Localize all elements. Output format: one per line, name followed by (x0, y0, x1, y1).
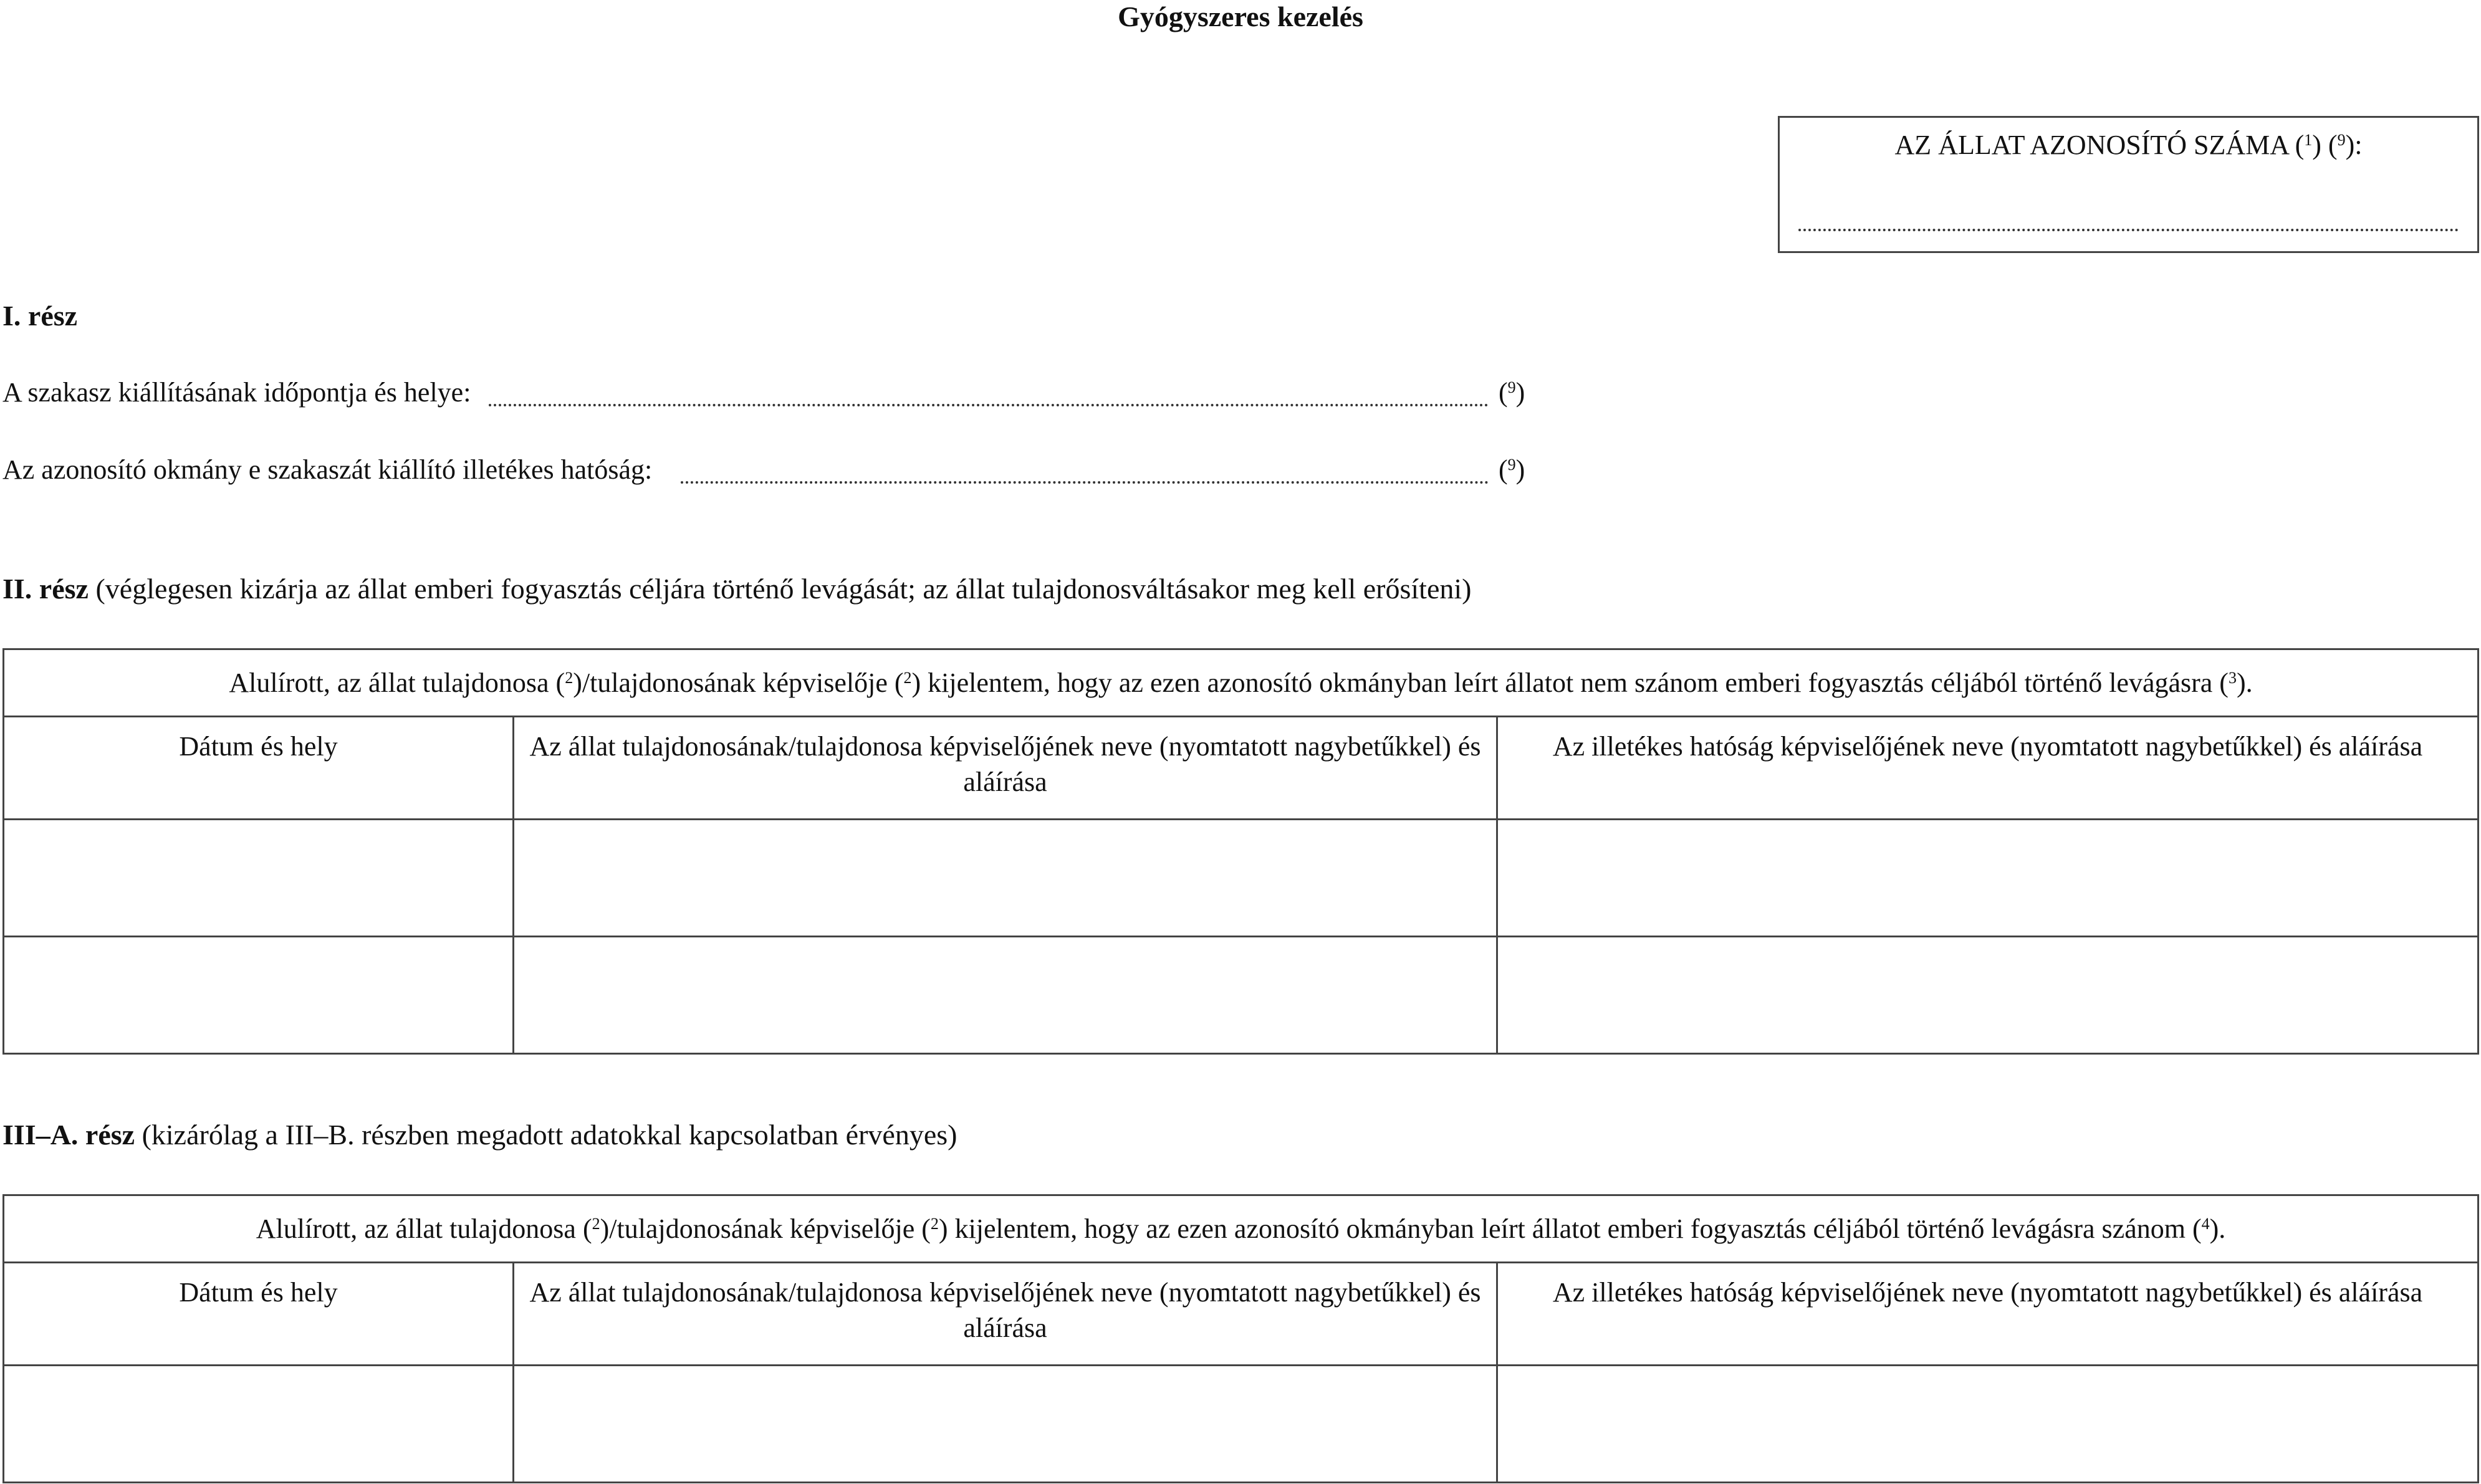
authority-signature-cell[interactable] (1497, 820, 2479, 937)
issuing-authority-note: ($^9$) (1499, 454, 1525, 485)
issuing-authority-label: Az azonosító okmány e szakaszát kiállító illetékes hatóság: (2, 454, 653, 485)
col-header-date-place: Dátum és hely (4, 1263, 514, 1366)
part1-heading: I. rész (2, 300, 78, 332)
col-header-authority-signature: Az illetékes hatóság képviselőjének neve (nyomtatott nagybetűkkel) és aláírása (1497, 1263, 2479, 1366)
part2-declaration: Alulírott, az állat tulajdonosa ($^2$)/tulajdonosának képviselője ($^2$) kijelentem, hogy az ezen azonosító okmányban leírt állatot nem szánom emberi fogyasztás céljából történő levágásra ($^3$). (4, 649, 2479, 717)
issue-date-place-label: A szakasz kiállításának időpontja és helye: (2, 377, 471, 408)
col-header-date-place: Dátum és hely (4, 717, 514, 820)
animal-id-label: AZ ÁLLAT AZONOSÍTÓ SZÁMA ($^1$) ($^9$): (1894, 130, 2363, 160)
animal-id-box (1778, 116, 2479, 253)
page-title: Gyógyszeres kezelés (1118, 1, 1363, 32)
date-place-cell[interactable] (4, 937, 514, 1054)
part3a-heading: III–A. rész (kizárólag a III–B. részben megadott adatokkal kapcsolatban érvényes) (2, 1119, 957, 1151)
date-place-cell[interactable] (4, 1366, 514, 1483)
part2-heading: II. rész (véglegesen kizárja az állat emberi fogyasztás céljára történő levágását; az állat tulajdonosváltásakor meg kell erősíteni) (2, 573, 1472, 605)
issuing-authority-field[interactable] (681, 481, 1489, 484)
part3a-declaration: Alulírott, az állat tulajdonosa ($^2$)/tulajdonosának képviselője ($^2$) kijelentem, hogy az ezen azonosító okmányban leírt állatot emberi fogyasztás céljából történő levágásra szánom ($^4$). (4, 1195, 2479, 1263)
part2-table (2, 648, 2479, 1055)
col-header-authority-signature: Az illetékes hatóság képviselőjének neve (nyomtatott nagybetűkkel) és aláírása (1497, 717, 2479, 820)
owner-signature-cell[interactable] (514, 1366, 1497, 1483)
col-header-owner-signature: Az állat tulajdonosának/tulajdonosa képviselőjének neve (nyomtatott nagybetűkkel) és aláírása (514, 1263, 1497, 1366)
date-place-cell[interactable] (4, 820, 514, 937)
animal-id-field[interactable] (1798, 229, 2459, 231)
authority-signature-cell[interactable] (1497, 937, 2479, 1054)
col-header-owner-signature: Az állat tulajdonosának/tulajdonosa képviselőjének neve (nyomtatott nagybetűkkel) és aláírása (514, 717, 1497, 820)
part3a-table (2, 1194, 2479, 1483)
authority-signature-cell[interactable] (1497, 1366, 2479, 1483)
issue-date-place-field[interactable] (489, 404, 1489, 406)
issue-date-place-note: ($^9$) (1499, 377, 1525, 408)
owner-signature-cell[interactable] (514, 937, 1497, 1054)
owner-signature-cell[interactable] (514, 820, 1497, 937)
